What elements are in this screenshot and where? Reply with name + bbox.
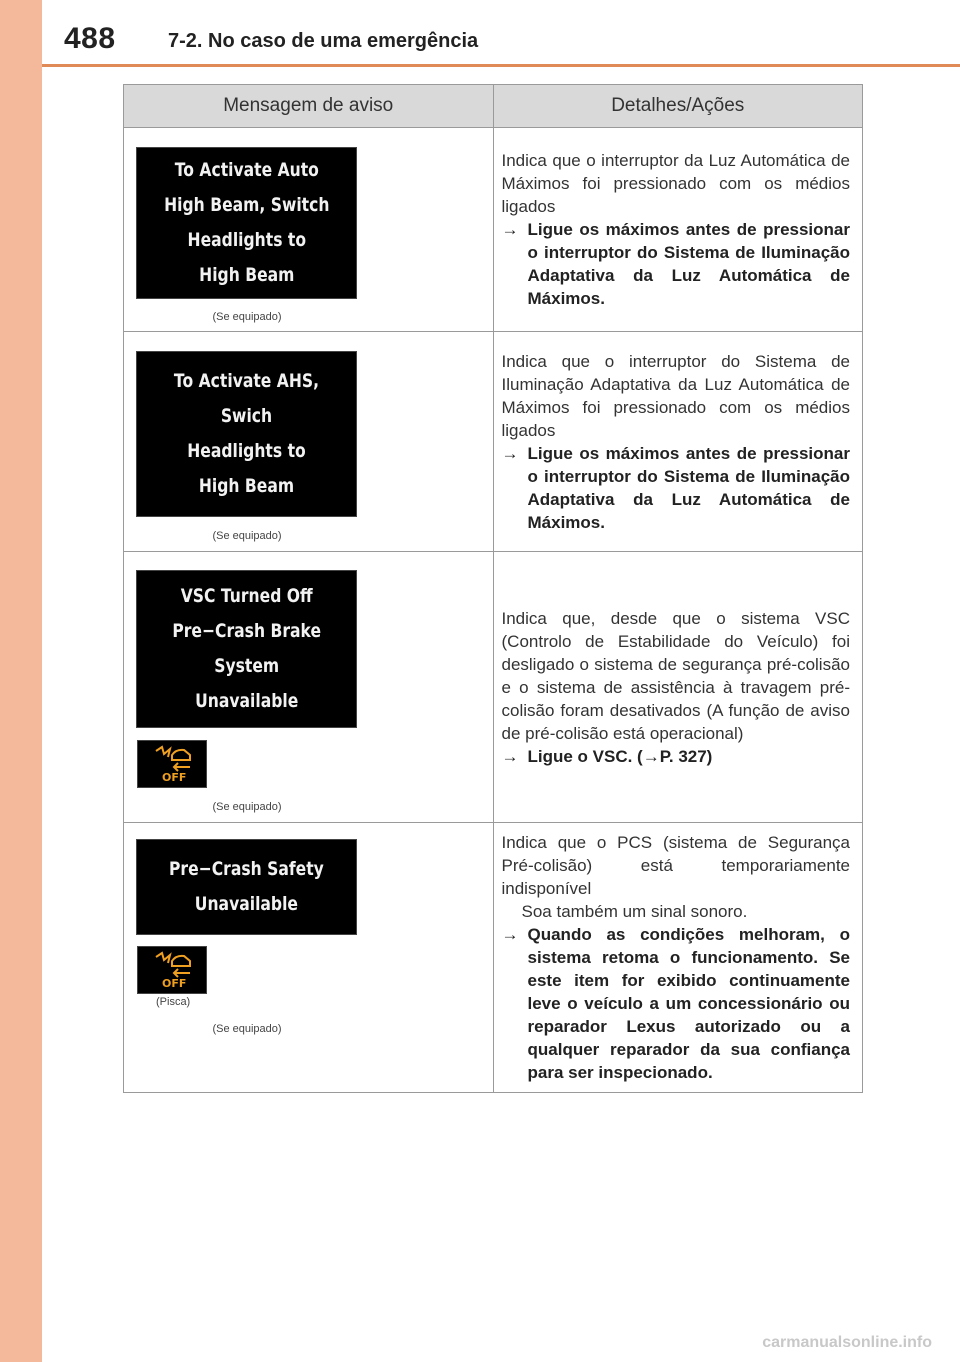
details-cell (493, 332, 863, 552)
header-divider (42, 64, 960, 67)
table-row (124, 552, 863, 823)
details-cell (493, 552, 863, 823)
equipped-note: (Se equipado) (212, 801, 282, 813)
pcs-off-indicator (137, 946, 207, 994)
blink-note: (Pisca) (156, 996, 191, 1008)
action-text (502, 923, 851, 1084)
detail-text: Indica que o interruptor da Luz Automática de Máximos foi pressionado com os médios ligados (501, 151, 850, 216)
table-row (124, 128, 863, 332)
detail-text: Indica que o interruptor do Sistema de Iluminação Adaptativa da Luz Automática de Máximos foi pressionado com os médios ligados (501, 351, 850, 440)
message-cell (124, 552, 494, 823)
column-header-message: Mensagem de aviso (124, 85, 494, 128)
watermark: carmanualsonline.info (762, 1334, 932, 1351)
detail-text: Indica que o PCS (sistema de Segurança Pré-colisão) está temporariamente indisponível (501, 833, 850, 898)
column-header-details: Detalhes/Ações (493, 85, 863, 128)
display-screen (136, 351, 357, 517)
arrow-icon: → (501, 746, 519, 766)
action-text (502, 218, 851, 310)
action-label: Quando as condições melhoram, o sistema retoma o funcionamento. Se este item for exibido continuamente leve o veículo a um concessionário ou reparador Lexus autorizado ou a qualquer reparador da sua confiança para ser inspecionado. (527, 925, 850, 1082)
off-label: OFF (162, 771, 187, 784)
message-cell (124, 823, 494, 1093)
details-cell (493, 823, 863, 1093)
arrow-icon: → (501, 925, 519, 944)
message-cell (124, 332, 494, 552)
off-label: OFF (162, 977, 187, 990)
message-cell (124, 128, 494, 332)
sub-detail-text: Soa também um sinal sonoro. (521, 902, 748, 921)
details-cell (493, 128, 863, 332)
equipped-note: (Se equipado) (212, 311, 282, 323)
page-number: 488 (64, 22, 116, 55)
table-row (124, 332, 863, 552)
arrow-icon: → (501, 443, 519, 463)
action-label: Ligue os máximos antes de pressionar o interruptor do Sistema de Iluminação Adaptativa da Luz Automática de Máximos. (527, 220, 850, 308)
warning-messages-table (123, 84, 863, 1093)
display-text: Pre−Crash Safety Unavailable (169, 858, 324, 915)
arrow-icon: → (501, 220, 519, 239)
action-text (502, 745, 851, 768)
equipped-note: (Se equipado) (212, 1023, 282, 1035)
display-screen (136, 147, 357, 299)
display-screen (136, 570, 357, 728)
section-title: 7-2. No caso de uma emergência (168, 30, 479, 52)
table-header-row (124, 85, 863, 128)
action-label: Ligue o VSC. (→P. 327) (527, 746, 713, 766)
equipped-note: (Se equipado) (212, 530, 282, 542)
action-text (502, 442, 851, 534)
display-screen (136, 839, 357, 935)
display-text: To Activate AHS, Swich Headlights to High Beam (173, 370, 320, 497)
display-text: VSC Turned Off Pre−Crash Brake System Unavailable (172, 585, 321, 712)
display-text: To Activate Auto High Beam, Switch Headlights to High Beam (163, 159, 330, 286)
detail-text: Indica que, desde que o sistema VSC (Controlo de Estabilidade do Veículo) foi desligado o sistema de segurança pré-colisão e o sistema de assistência à travagem pré-colisão foram desativados (A função de aviso de pré-colisão está operacional) (501, 608, 850, 743)
table-row (124, 823, 863, 1093)
pcs-off-indicator (137, 740, 207, 788)
side-color-strip (0, 0, 42, 1362)
action-label: Ligue os máximos antes de pressionar o interruptor do Sistema de Iluminação Adaptativa da Luz Automática de Máximos. (527, 443, 850, 532)
